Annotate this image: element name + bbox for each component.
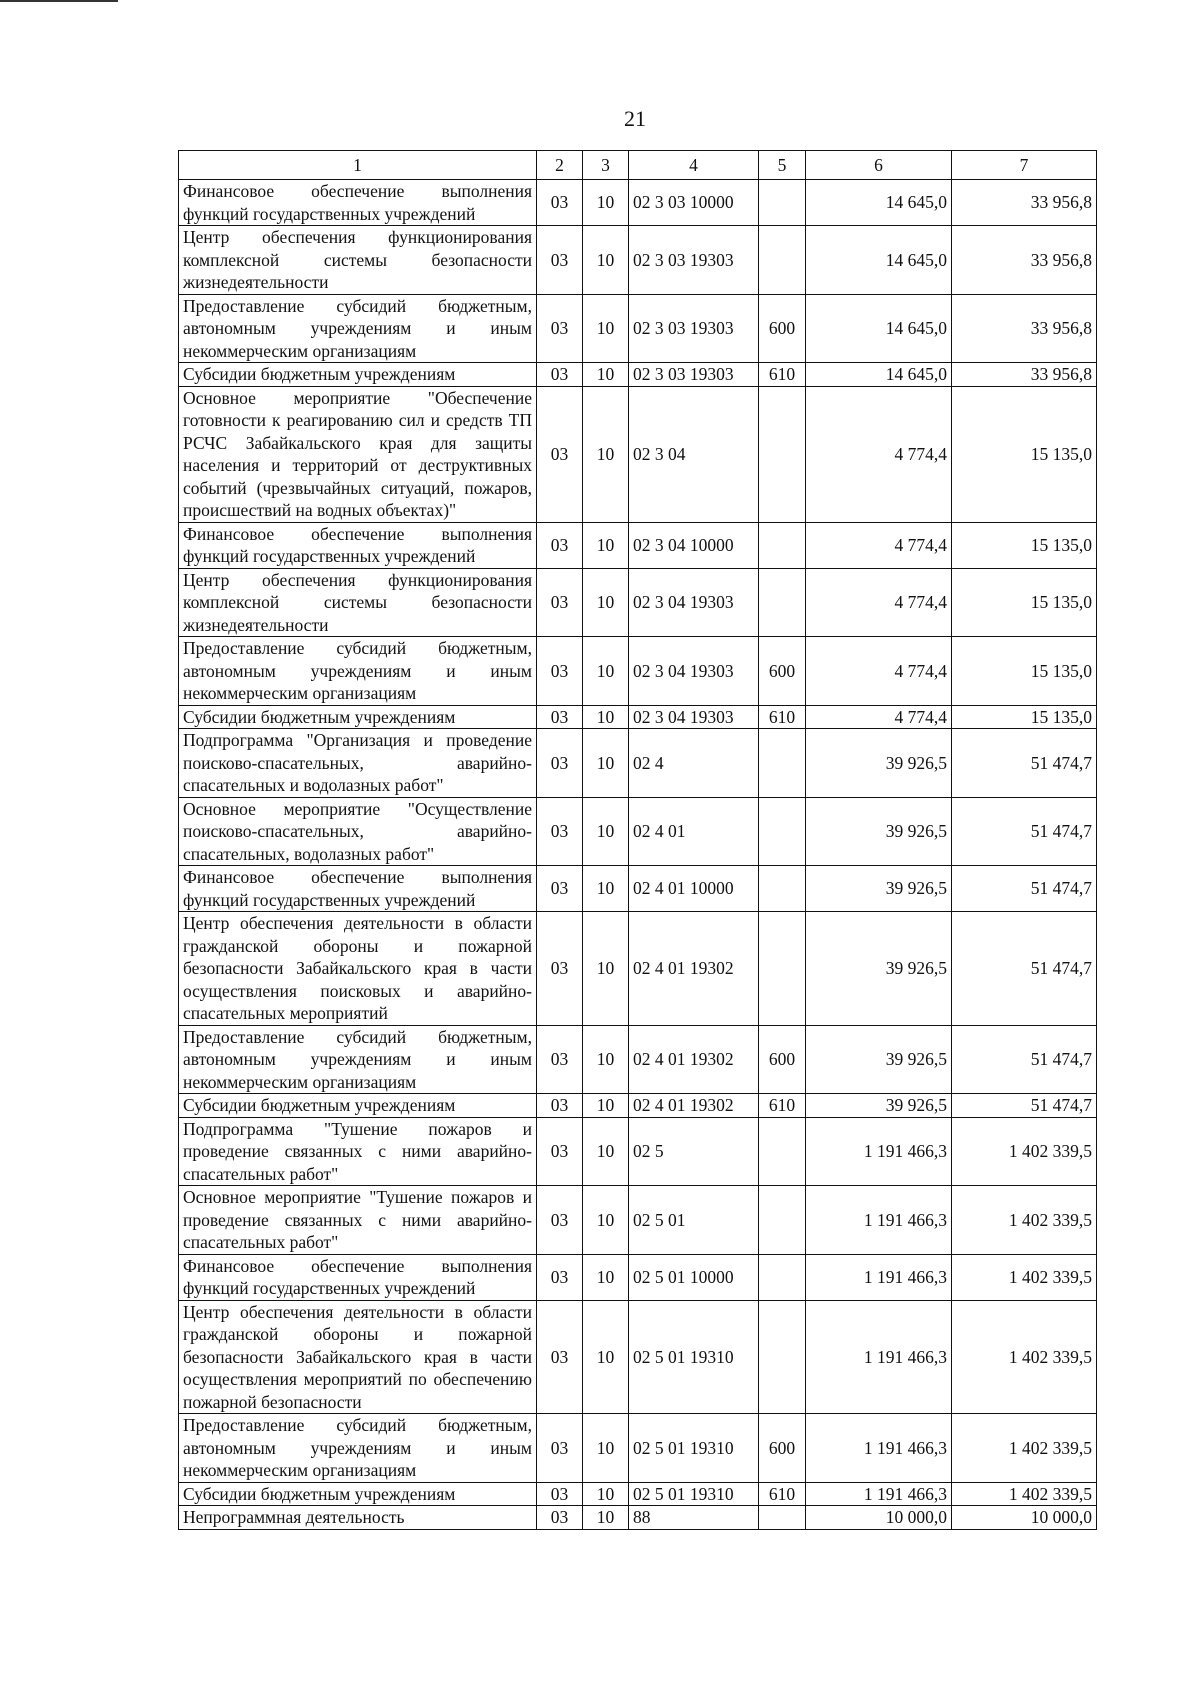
subsection-code: 10 [583, 363, 629, 387]
table-row [179, 568, 1097, 637]
amount-year-1: 1 191 466,3 [806, 1254, 952, 1300]
expense-type-code [759, 912, 806, 1026]
target-article-code: 02 4 01 19302 [629, 1094, 759, 1118]
table-row [179, 912, 1097, 1026]
subsection-code: 10 [583, 1300, 629, 1414]
table-row [179, 1094, 1097, 1118]
amount-year-2: 1 402 339,5 [952, 1300, 1097, 1414]
row-description: Предоставление субсидий бюджетным, автономным учреждениям и иным некоммерческим организациям [179, 294, 537, 363]
subsection-code: 10 [583, 568, 629, 637]
column-header: 1 [179, 151, 537, 180]
section-code: 03 [537, 705, 583, 729]
amount-year-1: 1 191 466,3 [806, 1300, 952, 1414]
amount-year-2: 15 135,0 [952, 568, 1097, 637]
section-code: 03 [537, 637, 583, 706]
subsection-code: 10 [583, 912, 629, 1026]
section-code: 03 [537, 180, 583, 226]
amount-year-1: 14 645,0 [806, 226, 952, 295]
expense-type-code: 610 [759, 1094, 806, 1118]
amount-year-1: 1 191 466,3 [806, 1186, 952, 1255]
section-code: 03 [537, 1117, 583, 1186]
table-row [179, 180, 1097, 226]
subsection-code: 10 [583, 1094, 629, 1118]
subsection-code: 10 [583, 729, 629, 798]
amount-year-1: 1 191 466,3 [806, 1414, 952, 1483]
table-row [179, 1506, 1097, 1530]
target-article-code: 02 3 04 19303 [629, 705, 759, 729]
expense-type-code [759, 1300, 806, 1414]
amount-year-2: 15 135,0 [952, 522, 1097, 568]
target-article-code: 02 5 01 19310 [629, 1482, 759, 1506]
amount-year-1: 39 926,5 [806, 866, 952, 912]
expense-type-code: 610 [759, 705, 806, 729]
column-header: 4 [629, 151, 759, 180]
expense-type-code: 600 [759, 294, 806, 363]
expense-type-code [759, 180, 806, 226]
target-article-code: 02 5 [629, 1117, 759, 1186]
expense-type-code [759, 729, 806, 798]
expense-type-code: 600 [759, 1025, 806, 1094]
target-article-code: 02 4 [629, 729, 759, 798]
section-code: 03 [537, 568, 583, 637]
row-description: Субсидии бюджетным учреждениям [179, 1094, 537, 1118]
target-article-code: 02 3 04 19303 [629, 637, 759, 706]
expense-type-code [759, 386, 806, 522]
subsection-code: 10 [583, 1506, 629, 1530]
section-code: 03 [537, 1300, 583, 1414]
amount-year-2: 15 135,0 [952, 637, 1097, 706]
table-row [179, 1482, 1097, 1506]
amount-year-2: 15 135,0 [952, 386, 1097, 522]
amount-year-2: 1 402 339,5 [952, 1254, 1097, 1300]
amount-year-2: 15 135,0 [952, 705, 1097, 729]
table-row [179, 363, 1097, 387]
expense-type-code [759, 866, 806, 912]
subsection-code: 10 [583, 1186, 629, 1255]
target-article-code: 02 4 01 10000 [629, 866, 759, 912]
column-header: 7 [952, 151, 1097, 180]
section-code: 03 [537, 797, 583, 866]
expense-type-code [759, 568, 806, 637]
row-description: Подпрограмма "Организация и проведение поисково-спасательных, аварийно-спасательных и водолазных работ" [179, 729, 537, 798]
amount-year-2: 33 956,8 [952, 363, 1097, 387]
target-article-code: 02 5 01 [629, 1186, 759, 1255]
row-description: Субсидии бюджетным учреждениям [179, 705, 537, 729]
amount-year-1: 39 926,5 [806, 797, 952, 866]
table-row [179, 1300, 1097, 1414]
section-code: 03 [537, 1025, 583, 1094]
table-row [179, 1254, 1097, 1300]
row-description: Подпрограмма "Тушение пожаров и проведение связанных с ними аварийно-спасательных работ" [179, 1117, 537, 1186]
target-article-code: 02 3 03 10000 [629, 180, 759, 226]
table-row [179, 294, 1097, 363]
section-code: 03 [537, 226, 583, 295]
page-number: 21 [624, 106, 646, 131]
column-header: 5 [759, 151, 806, 180]
table-row [179, 729, 1097, 798]
expense-type-code [759, 226, 806, 295]
row-description: Предоставление субсидий бюджетным, автономным учреждениям и иным некоммерческим организациям [179, 637, 537, 706]
target-article-code: 02 3 04 19303 [629, 568, 759, 637]
subsection-code: 10 [583, 386, 629, 522]
subsection-code: 10 [583, 1482, 629, 1506]
amount-year-2: 1 402 339,5 [952, 1414, 1097, 1483]
table-row [179, 866, 1097, 912]
table-row [179, 1025, 1097, 1094]
section-code: 03 [537, 363, 583, 387]
row-description: Субсидии бюджетным учреждениям [179, 363, 537, 387]
table-row [179, 1414, 1097, 1483]
target-article-code: 02 3 04 [629, 386, 759, 522]
target-article-code: 02 5 01 19310 [629, 1414, 759, 1483]
subsection-code: 10 [583, 226, 629, 295]
subsection-code: 10 [583, 866, 629, 912]
amount-year-1: 14 645,0 [806, 180, 952, 226]
expense-type-code: 610 [759, 1482, 806, 1506]
section-code: 03 [537, 1414, 583, 1483]
amount-year-2: 1 402 339,5 [952, 1117, 1097, 1186]
table-row [179, 386, 1097, 522]
target-article-code: 02 3 03 19303 [629, 226, 759, 295]
row-description: Центр обеспечения функционирования комплексной системы безопасности жизнедеятельности [179, 226, 537, 295]
amount-year-2: 10 000,0 [952, 1506, 1097, 1530]
row-description: Финансовое обеспечение выполнения функций государственных учреждений [179, 522, 537, 568]
amount-year-2: 33 956,8 [952, 180, 1097, 226]
row-description: Непрограммная деятельность [179, 1506, 537, 1530]
amount-year-1: 4 774,4 [806, 568, 952, 637]
amount-year-1: 39 926,5 [806, 729, 952, 798]
row-description: Финансовое обеспечение выполнения функций государственных учреждений [179, 866, 537, 912]
target-article-code: 02 4 01 [629, 797, 759, 866]
expense-type-code [759, 1117, 806, 1186]
table-row [179, 1186, 1097, 1255]
amount-year-1: 4 774,4 [806, 522, 952, 568]
section-code: 03 [537, 912, 583, 1026]
subsection-code: 10 [583, 797, 629, 866]
expense-type-code: 600 [759, 637, 806, 706]
row-description: Основное мероприятие "Тушение пожаров и проведение связанных с ними аварийно-спасательных работ" [179, 1186, 537, 1255]
subsection-code: 10 [583, 1025, 629, 1094]
subsection-code: 10 [583, 1254, 629, 1300]
amount-year-1: 14 645,0 [806, 294, 952, 363]
section-code: 03 [537, 294, 583, 363]
row-description: Основное мероприятие "Обеспечение готовности к реагированию сил и средств ТП РСЧС Забайкальского края для защиты населения и территорий от деструктивных событий (чрезвычайных ситуаций, пожаров, происшествий на водных объектах)" [179, 386, 537, 522]
target-article-code: 02 3 03 19303 [629, 294, 759, 363]
table-row [179, 226, 1097, 295]
row-description: Финансовое обеспечение выполнения функций государственных учреждений [179, 180, 537, 226]
amount-year-2: 33 956,8 [952, 294, 1097, 363]
amount-year-1: 4 774,4 [806, 637, 952, 706]
subsection-code: 10 [583, 1117, 629, 1186]
section-code: 03 [537, 1482, 583, 1506]
target-article-code: 02 3 03 19303 [629, 363, 759, 387]
amount-year-2: 51 474,7 [952, 797, 1097, 866]
subsection-code: 10 [583, 180, 629, 226]
corner-rule [0, 0, 118, 2]
subsection-code: 10 [583, 294, 629, 363]
row-description: Основное мероприятие "Осуществление поисково-спасательных, аварийно-спасательных, водолазных работ" [179, 797, 537, 866]
section-code: 03 [537, 1254, 583, 1300]
section-code: 03 [537, 1506, 583, 1530]
expense-type-code: 600 [759, 1414, 806, 1483]
amount-year-1: 39 926,5 [806, 1025, 952, 1094]
amount-year-2: 1 402 339,5 [952, 1482, 1097, 1506]
target-article-code: 02 4 01 19302 [629, 912, 759, 1026]
amount-year-1: 14 645,0 [806, 363, 952, 387]
section-code: 03 [537, 522, 583, 568]
row-description: Центр обеспечения деятельности в области гражданской обороны и пожарной безопасности Забайкальского края в части осуществления мероприятий по обеспечению пожарной безопасности [179, 1300, 537, 1414]
target-article-code: 02 5 01 19310 [629, 1300, 759, 1414]
amount-year-2: 1 402 339,5 [952, 1186, 1097, 1255]
subsection-code: 10 [583, 637, 629, 706]
amount-year-1: 4 774,4 [806, 386, 952, 522]
amount-year-2: 51 474,7 [952, 1094, 1097, 1118]
amount-year-1: 4 774,4 [806, 705, 952, 729]
amount-year-1: 10 000,0 [806, 1506, 952, 1530]
row-description: Субсидии бюджетным учреждениям [179, 1482, 537, 1506]
target-article-code: 02 3 04 10000 [629, 522, 759, 568]
expense-type-code: 610 [759, 363, 806, 387]
row-description: Финансовое обеспечение выполнения функций государственных учреждений [179, 1254, 537, 1300]
table-row [179, 522, 1097, 568]
target-article-code: 88 [629, 1506, 759, 1530]
amount-year-1: 1 191 466,3 [806, 1482, 952, 1506]
expense-type-code [759, 1186, 806, 1255]
subsection-code: 10 [583, 705, 629, 729]
subsection-code: 10 [583, 1414, 629, 1483]
column-header: 2 [537, 151, 583, 180]
table-row [179, 705, 1097, 729]
target-article-code: 02 4 01 19302 [629, 1025, 759, 1094]
amount-year-2: 51 474,7 [952, 1025, 1097, 1094]
section-code: 03 [537, 866, 583, 912]
column-header: 3 [583, 151, 629, 180]
table-body [179, 180, 1097, 1530]
expense-type-code [759, 522, 806, 568]
row-description: Центр обеспечения деятельности в области гражданской обороны и пожарной безопасности Забайкальского края в части осуществления поисковых и аварийно-спасательных мероприятий [179, 912, 537, 1026]
section-code: 03 [537, 1186, 583, 1255]
target-article-code: 02 5 01 10000 [629, 1254, 759, 1300]
budget-table [178, 150, 1097, 1530]
column-header: 6 [806, 151, 952, 180]
section-code: 03 [537, 1094, 583, 1118]
amount-year-2: 51 474,7 [952, 866, 1097, 912]
row-description: Предоставление субсидий бюджетным, автономным учреждениям и иным некоммерческим организациям [179, 1414, 537, 1483]
section-code: 03 [537, 729, 583, 798]
amount-year-1: 39 926,5 [806, 912, 952, 1026]
amount-year-1: 1 191 466,3 [806, 1117, 952, 1186]
amount-year-2: 33 956,8 [952, 226, 1097, 295]
table-row [179, 1117, 1097, 1186]
section-code: 03 [537, 386, 583, 522]
row-description: Центр обеспечения функционирования комплексной системы безопасности жизнедеятельности [179, 568, 537, 637]
amount-year-1: 39 926,5 [806, 1094, 952, 1118]
header-row [179, 151, 1097, 180]
expense-type-code [759, 1254, 806, 1300]
amount-year-2: 51 474,7 [952, 912, 1097, 1026]
amount-year-2: 51 474,7 [952, 729, 1097, 798]
table-row [179, 797, 1097, 866]
expense-type-code [759, 1506, 806, 1530]
expense-type-code [759, 797, 806, 866]
table-row [179, 637, 1097, 706]
row-description: Предоставление субсидий бюджетным, автономным учреждениям и иным некоммерческим организациям [179, 1025, 537, 1094]
subsection-code: 10 [583, 522, 629, 568]
